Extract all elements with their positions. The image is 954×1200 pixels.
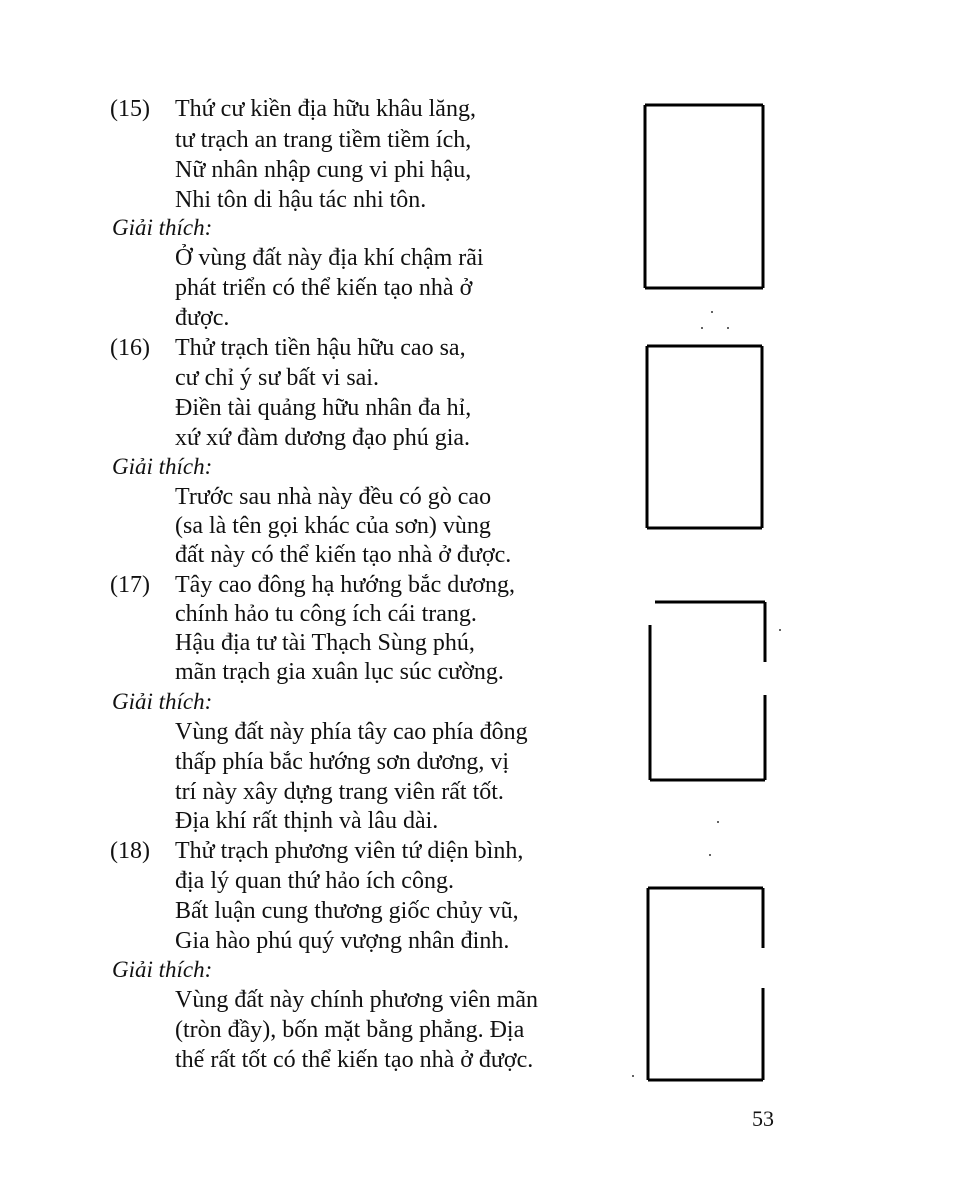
verse-line: Gia hào phú quý vượng nhân đinh. [175, 928, 510, 954]
explanation-label: Giải thích: [112, 689, 213, 714]
explanation-line: được. [175, 305, 230, 331]
verse-line: Hậu địa tư tài Thạch Sùng phú, [175, 630, 475, 656]
entry-number: (16) [110, 335, 150, 361]
verse-line: Thứ cư kiền địa hữu khâu lăng, [175, 96, 476, 122]
verse-line: xứ xứ đàm dương đạo phú gia. [175, 425, 471, 451]
site-diagram-15 [645, 105, 763, 288]
site-diagram-17 [650, 602, 765, 780]
verse-line: Điền tài quảng hữu nhân đa hỉ, [175, 395, 472, 421]
verse-line: Nữ nhân nhập cung vi phi hậu, [175, 157, 472, 183]
entry-number: (18) [110, 838, 150, 864]
verse-line: cư chỉ ý sư bất vi sai. [175, 365, 379, 391]
verse-line: chính hảo tu công ích cái trang. [175, 601, 477, 627]
verse-line: địa lý quan thứ hảo ích công. [175, 868, 454, 894]
explanation-line: Vùng đất này chính phương viên mãn [175, 987, 538, 1013]
explanation-line: đất này có thể kiến tạo nhà ở được. [175, 542, 512, 568]
page-number: 53 [752, 1106, 774, 1131]
verse-line: Nhi tôn di hậu tác nhi tôn. [175, 187, 427, 213]
explanation-line: Vùng đất này phía tây cao phía đông [175, 719, 528, 745]
site-diagrams [630, 90, 790, 1090]
explanation-label: Giải thích: [112, 957, 213, 982]
verse-line: mãn trạch gia xuân lục súc cường. [175, 659, 504, 685]
site-diagram-18 [648, 888, 763, 1080]
explanation-label: Giải thích: [112, 215, 213, 240]
explanation-line: (tròn đầy), bốn mặt bằng phẳng. Địa [175, 1017, 525, 1043]
verse-line: tư trạch an trang tiềm tiềm ích, [175, 127, 472, 153]
entry-number: (17) [110, 572, 150, 598]
site-diagram-16 [647, 346, 762, 528]
verse-line: Thử trạch tiền hậu hữu cao sa, [175, 335, 466, 361]
verse-line: Bất luận cung thương giốc chủy vũ, [175, 898, 519, 924]
explanation-line: (sa là tên gọi khác của sơn) vùng [175, 513, 491, 539]
explanation-line: Ở vùng đất này địa khí chậm rãi [175, 245, 484, 271]
verse-line: Tây cao đông hạ hướng bắc dương, [175, 572, 515, 598]
entry-number: (15) [110, 96, 150, 122]
explanation-line: thấp phía bắc hướng sơn dương, vị [175, 749, 510, 775]
explanation-line: trí này xây dựng trang viên rất tốt. [175, 779, 504, 805]
verse-line: Thử trạch phương viên tứ diện bình, [175, 838, 524, 864]
explanation-label: Giải thích: [112, 454, 213, 479]
explanation-line: Trước sau nhà này đều có gò cao [175, 484, 492, 510]
explanation-line: thế rất tốt có thể kiến tạo nhà ở được. [175, 1047, 534, 1073]
explanation-line: Địa khí rất thịnh và lâu dài. [175, 808, 439, 834]
explanation-line: phát triển có thể kiến tạo nhà ở [175, 275, 473, 301]
